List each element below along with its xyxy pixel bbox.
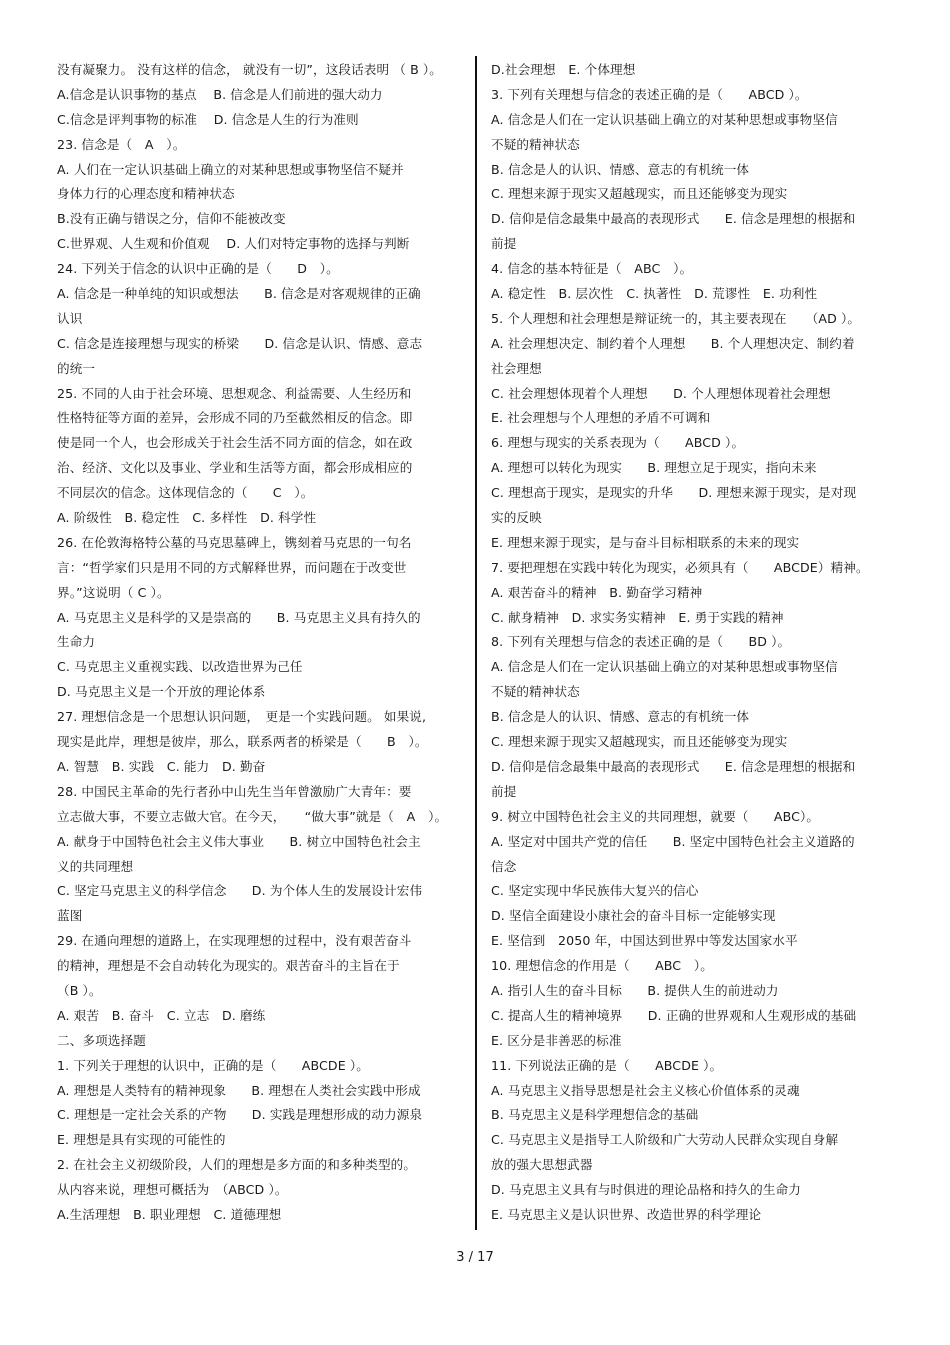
text-line: A. 理想是人类特有的精神现象 B. 理想在人类社会实践中形成: [57, 1082, 421, 1098]
text-line: 蓝图: [57, 908, 83, 924]
text-line: A. 信念是一种单纯的知识或想法 B. 信念是对客观规律的正确: [57, 286, 421, 302]
text-line: 放的强大思想武器: [491, 1157, 593, 1173]
text-line: 使是同一个人，也会形成关于社会生活不同方面的信念，如在政: [57, 435, 413, 451]
text-line: 言：“哲学家们只是用不同的方式解释世界，而问题在于改变世: [57, 559, 407, 575]
text-line: A. 理想可以转化为现实 B. 理想立足于现实，指向未来: [491, 460, 817, 476]
text-line: 的精神，理想是不会自动转化为现实的。艰苦奋斗的主旨在于: [57, 958, 400, 974]
text-line: 没有凝聚力。 没有这样的信念， 就没有一切”，这段话表明 （ B ）。: [57, 62, 443, 77]
text-line: 2. 在社会主义初级阶段，人们的理想是多方面的和多种类型的。: [57, 1157, 417, 1173]
text-line: 25. 不同的人由于社会环境、思想观念、利益需要、人生经历和: [57, 385, 412, 401]
text-line: C. 马克思主义重视实践、以改造世界为己任: [57, 659, 303, 675]
text-line: 26. 在伦敦海格特公墓的马克思墓碑上，镌刻着马克思的一句名: [57, 534, 412, 550]
text-line: A. 信念是人们在一定认识基础上确立的对某种思想或事物坚信: [491, 659, 838, 675]
text-line: A. 社会理想决定、制约着个人理想 B. 个人理想决定、制约着: [491, 335, 855, 351]
text-line: 现实是此岸，理想是彼岸，那么，联系两者的桥梁是（ B ）。: [57, 734, 428, 750]
text-line: 4. 信念的基本特征是（ ABC ）。: [491, 261, 693, 277]
text-line: E. 社会理想与个人理想的矛盾不可调和: [491, 410, 711, 426]
text-line: C. 理想高于现实，是现实的升华 D. 理想来源于现实，是对现: [491, 485, 857, 501]
text-line: C. 坚定实现中华民族伟大复兴的信心: [491, 883, 699, 899]
text-line: C. 社会理想体现着个人理想 D. 个人理想体现着社会理想: [491, 385, 831, 401]
text-line: E. 区分是非善恶的标准: [491, 1032, 622, 1048]
text-line: 立志做大事，不要立志做大官。在今天， “做大事”就是（ A ）。: [57, 808, 448, 824]
text-line: 5. 个人理想和社会理想是辩证统一的，其主要表现在 （AD ）。: [491, 310, 861, 326]
text-line: D. 信仰是信念最集中最高的表现形式 E. 信念是理想的根据和: [491, 758, 856, 774]
text-line: C.世界观、人生观和价值观 D. 人们对特定事物的选择与判断: [57, 236, 410, 252]
text-line: 3. 下列有关理想与信念的表述正确的是（ ABCD ）。: [491, 86, 808, 102]
text-line: 不疑的精神状态: [491, 136, 580, 152]
text-line: 6. 理想与现实的关系表现为（ ABCD ）。: [491, 435, 745, 451]
text-line: E. 理想来源于现实，是与奋斗目标相联系的未来的现实: [491, 534, 800, 550]
text-line: E. 坚信到 2050 年，中国达到世界中等发达国家水平: [491, 933, 798, 949]
text-line: 从内容来说，理想可概括为 （ABCD ）。: [57, 1182, 288, 1198]
text-line: 10. 理想信念的作用是（ ABC ）。: [491, 958, 713, 974]
text-line: D. 信仰是信念最集中最高的表现形式 E. 信念是理想的根据和: [491, 211, 856, 227]
text-line: D. 马克思主义是一个开放的理论体系: [57, 684, 266, 700]
text-line: A. 艰苦 B. 奋斗 C. 立志 D. 磨练: [57, 1007, 266, 1023]
text-line: 性格特征等方面的差异，会形成不同的乃至截然相反的信念。即: [57, 410, 413, 426]
text-line: 8. 下列有关理想与信念的表述正确的是（ BD ）。: [491, 634, 791, 650]
text-line: A. 阶级性 B. 稳定性 C. 多样性 D. 科学性: [57, 510, 317, 526]
text-line: （B ）。: [57, 982, 102, 998]
text-line: 不疑的精神状态: [491, 684, 580, 700]
text-line: C. 理想来源于现实又超越现实，而且还能够变为现实: [491, 734, 788, 750]
text-line: 界。”这说明（ C ）。: [57, 584, 170, 600]
text-line: E. 马克思主义是认识世界、改造世界的科学理论: [491, 1206, 762, 1222]
page-number: 3 / 17: [456, 1250, 494, 1265]
text-line: 不同层次的信念。这体现信念的（ C ）。: [57, 485, 314, 501]
text-line: 9. 树立中国特色社会主义的共同理想，就要（ ABC）。: [491, 808, 820, 824]
text-line: A. 人们在一定认识基础上确立的对某种思想或事物坚信不疑并: [57, 161, 404, 177]
text-line: 信念: [491, 858, 517, 874]
text-line: D.社会理想 E. 个体理想: [491, 62, 636, 77]
text-line: 24. 下列关于信念的认识中正确的是（ D ）。: [57, 261, 339, 277]
text-line: 28. 中国民主革命的先行者孙中山先生当年曾激励广大青年：要: [57, 783, 412, 799]
text-line: 生命力: [57, 634, 96, 650]
left-column: [57, 58, 469, 1228]
text-line: A. 坚定对中国共产党的信任 B. 坚定中国特色社会主义道路的: [491, 833, 855, 849]
text-line: C.信念是评判事物的标准 D. 信念是人生的行为准则: [57, 111, 359, 127]
text-line: 前提: [491, 783, 517, 799]
text-line: C. 提高人生的精神境界 D. 正确的世界观和人生观形成的基础: [491, 1007, 857, 1023]
text-line: 二、多项选择题: [57, 1032, 146, 1048]
text-line: 治、经济、文化以及事业、学业和生活等方面，都会形成相应的: [57, 460, 413, 476]
text-line: C. 理想是一定社会关系的产物 D. 实践是理想形成的动力源泉: [57, 1107, 423, 1123]
text-line: 的统一: [57, 360, 96, 376]
text-line: C. 信念是连接理想与现实的桥梁 D. 信念是认识、情感、意志: [57, 335, 423, 351]
text-line: B. 马克思主义是科学理想信念的基础: [491, 1107, 699, 1123]
text-line: A. 信念是人们在一定认识基础上确立的对某种思想或事物坚信: [491, 111, 838, 127]
text-line: E. 理想是具有实现的可能性的: [57, 1132, 226, 1148]
text-line: 27. 理想信念是一个思想认识问题， 更是一个实践问题。 如果说,: [57, 709, 427, 725]
text-line: A. 马克思主义是科学的又是崇高的 B. 马克思主义具有持久的: [57, 609, 421, 625]
text-line: 7. 要把理想在实践中转化为现实，必须具有（ ABCDE）精神。: [491, 559, 869, 575]
text-line: 1. 下列关于理想的认识中，正确的是（ ABCDE ）。: [57, 1057, 369, 1073]
text-line: 义的共同理想: [57, 858, 134, 874]
text-line: A. 艰苦奋斗的精神 B. 勤奋学习精神: [491, 584, 703, 600]
text-line: B. 信念是人的认识、情感、意志的有机统一体: [491, 161, 750, 177]
text-line: A. 稳定性 B. 层次性 C. 执著性 D. 荒谬性 E. 功利性: [491, 286, 818, 302]
text-line: 认识: [57, 310, 83, 326]
text-line: B.没有正确与错误之分，信仰不能被改变: [57, 211, 286, 227]
text-line: C. 献身精神 D. 求实务实精神 E. 勇于实践的精神: [491, 609, 784, 625]
text-line: C. 坚定马克思主义的科学信念 D. 为个体人生的发展设计宏伟: [57, 883, 423, 899]
right-column: [491, 58, 891, 1228]
text-line: 前提: [491, 236, 517, 252]
text-line: A.信念是认识事物的基点 B. 信念是人们前进的强大动力: [57, 86, 383, 102]
text-line: A. 献身于中国特色社会主义伟大事业 B. 树立中国特色社会主: [57, 833, 421, 849]
text-line: 11. 下列说法正确的是（ ABCDE ）。: [491, 1057, 723, 1073]
column-divider: [475, 56, 477, 1230]
text-line: D. 马克思主义具有与时俱进的理论品格和持久的生命力: [491, 1182, 801, 1198]
text-line: A.生活理想 B. 职业理想 C. 道德理想: [57, 1206, 282, 1222]
text-line: A. 指引人生的奋斗目标 B. 提供人生的前进动力: [491, 982, 779, 998]
text-line: 23. 信念是（ A ）。: [57, 136, 186, 152]
text-line: A. 马克思主义指导思想是社会主义核心价值体系的灵魂: [491, 1082, 800, 1098]
text-line: 实的反映: [491, 510, 542, 526]
text-line: D. 坚信全面建设小康社会的奋斗目标一定能够实现: [491, 908, 776, 924]
text-line: C. 理想来源于现实又超越现实，而且还能够变为现实: [491, 186, 788, 202]
text-line: B. 信念是人的认识、情感、意志的有机统一体: [491, 709, 750, 725]
text-line: 29. 在通向理想的道路上，在实现理想的过程中，没有艰苦奋斗: [57, 933, 412, 949]
text-line: 身体力行的心理态度和精神状态: [57, 186, 235, 202]
text-line: A. 智慧 B. 实践 C. 能力 D. 勤奋: [57, 758, 266, 774]
text-line: C. 马克思主义是指导工人阶级和广大劳动人民群众实现自身解: [491, 1132, 839, 1148]
text-line: 社会理想: [491, 360, 542, 376]
